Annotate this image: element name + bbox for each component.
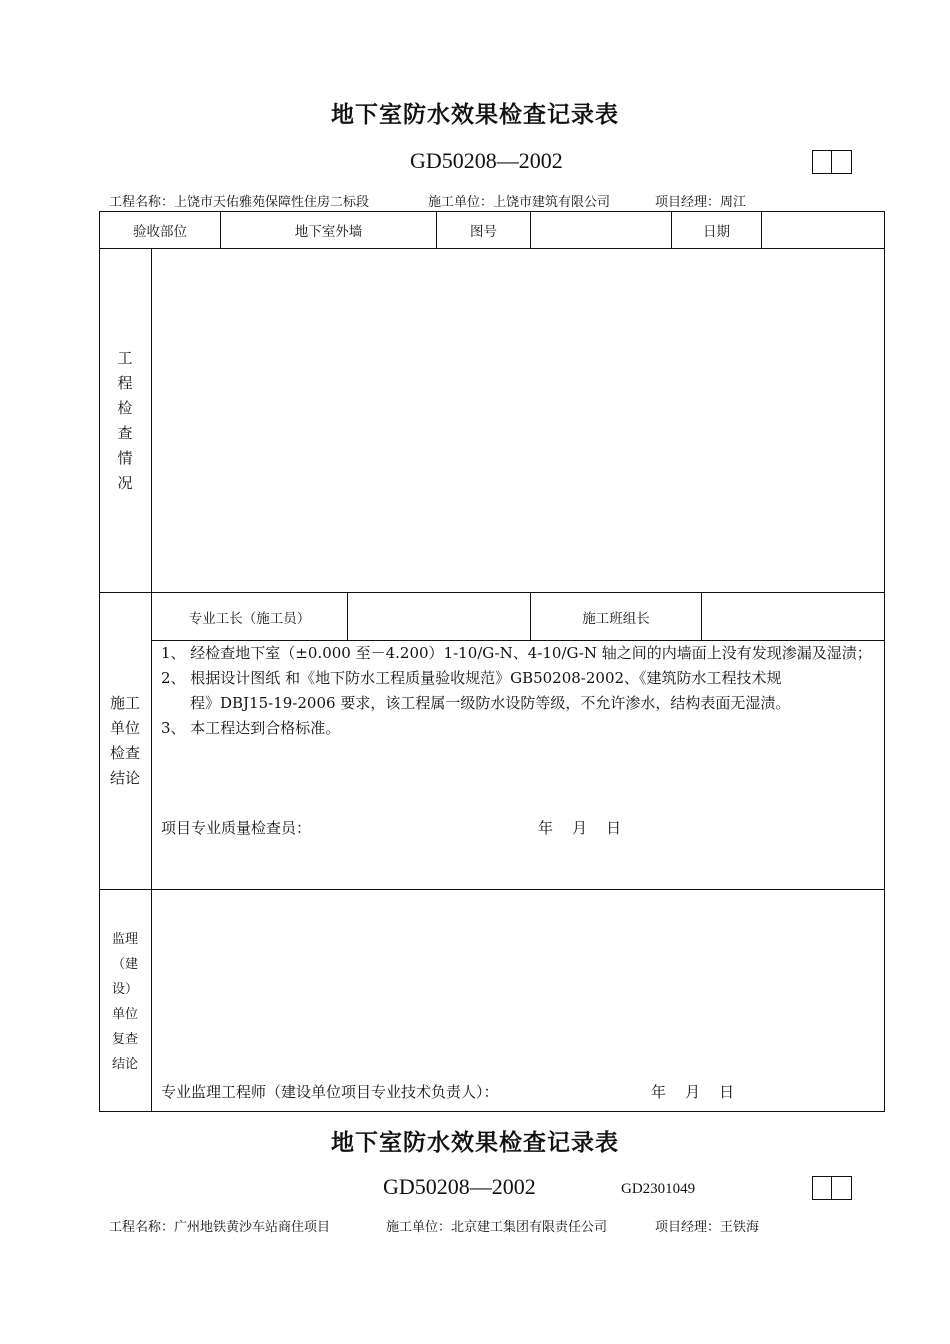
date-label: 日期 (703, 224, 730, 240)
row-divider (99, 889, 885, 890)
form1-manager: 项目经理：周江 (655, 195, 747, 210)
supervisor-date: 年 月 日 (651, 1083, 735, 1101)
conclusion-item-2-cont: 程》DBJ15-19-2006 要求，该工程属一级防水设防等级，不允许渗水，结构表面无湿渍。 (190, 694, 791, 712)
conclusion-item-3: 3、 本工程达到合格标准。 (161, 719, 341, 737)
foreman-label: 专业工长（施工员） (188, 610, 311, 627)
form2-manager: 项目经理：王铁海 (655, 1220, 760, 1235)
foreman-value[interactable] (348, 593, 530, 640)
team-leader-label: 施工班组长 (582, 610, 650, 627)
form2-title: 地下室防水效果检查记录表 (331, 1130, 619, 1156)
form2-serial: GD2301049 (621, 1181, 696, 1197)
inspector-date: 年 月 日 (538, 819, 622, 837)
part-label: 验收部位 (133, 224, 187, 240)
supervisor-label: 专业监理工程师（建设单位项目专业技术负责人）： (161, 1083, 499, 1101)
form1-contractor: 施工单位：上饶市建筑有限公司 (428, 195, 611, 210)
form2-code: GD50208—2002 (383, 1174, 536, 1199)
form2-project-name: 工程名称：广州地铁黄沙车站商住项目 (109, 1220, 331, 1235)
date-value[interactable] (762, 212, 884, 248)
form1-checkboxes (812, 150, 852, 174)
supervision-label: 监理 （建 设） 单位 复查 结论 (111, 932, 138, 1072)
contractor-conclusion-label: 施工 单位 检查 结论 (109, 694, 140, 787)
inspector-label: 项目专业质量检查员： (161, 819, 312, 837)
part-value[interactable]: 地下室外墙 (294, 224, 363, 240)
drawing-label: 图号 (470, 224, 497, 240)
form2-contractor: 施工单位：北京建工集团有限责任公司 (386, 1220, 608, 1235)
table-border-right (884, 211, 885, 1112)
form1-code: GD50208—2002 (410, 148, 563, 173)
form2-checkboxes (812, 1176, 852, 1200)
conclusion-item-1: 1、 经检查地下室（±0.000 至－4.200）1-10/G-N、4-10/G-N 轴之间的内墙面上没有发现渗漏及湿渍； (161, 644, 872, 662)
table-border-bottom (99, 1111, 885, 1112)
inspection-content[interactable] (152, 249, 884, 592)
form1-project-name: 工程名称：上饶市天佑雅苑保障性住房二标段 (109, 195, 370, 210)
team-leader-value[interactable] (702, 593, 884, 640)
conclusion-item-2: 2、 根据设计图纸 和《地下防水工程质量验收规范》GB50208-2002、《建筑防水工程技术规 (161, 669, 782, 687)
drawing-value[interactable] (531, 212, 671, 248)
form1-title: 地下室防水效果检查记录表 (331, 102, 619, 128)
inspection-label: 工 程 检 查 情 况 (117, 349, 133, 492)
